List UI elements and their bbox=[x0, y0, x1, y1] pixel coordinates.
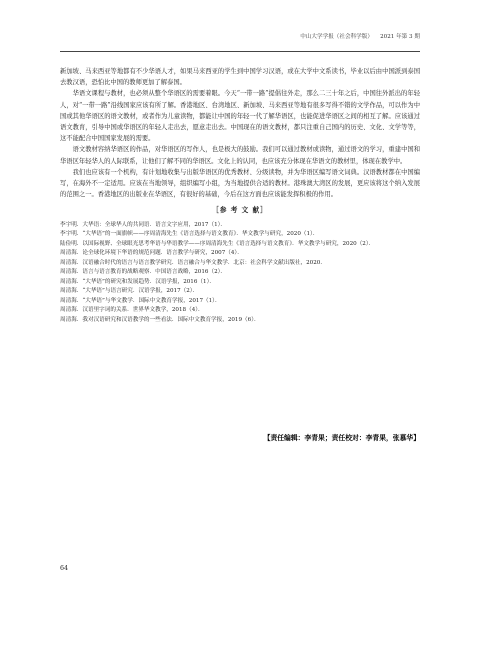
issue-label: 2021 年第 3 期 bbox=[380, 34, 420, 40]
paragraph: 新加坡、马来西亚等地都有不少华语人才，如果马来西亚的学生到中国学习汉语，或在大学中文系读书，毕业以后由中国派到泰国去教汉语，恐怕比中国的教师更加了解泰国。 bbox=[60, 68, 420, 87]
reference-list bbox=[60, 221, 420, 326]
reference-item: 李宇明．大华语：全球华人的共同语．语言文字应用，2017（1）． bbox=[60, 221, 227, 228]
reference-item: 陆俭明．以国际视野、全球眼光思考华语与华语教学——序周清海先生《语言选择与语文教育》．华文教学与研究，2020（2）． bbox=[60, 240, 375, 247]
journal-name: 中山大学学报（社会科学版） bbox=[300, 34, 373, 40]
reference-item: 周清海．我对汉语研究和汉语教学的一些看法．国际中文教育学报，2019（6）． bbox=[60, 316, 260, 323]
header-rule bbox=[60, 51, 420, 52]
reference-item: 周清海．汉语融合时代的语言与语言教学研究．语言融合与华文教学．北京：社会科学文献出版社，2020． bbox=[60, 259, 326, 266]
references-heading: ［参 考 文 献］ bbox=[212, 206, 268, 215]
reference-item: 李宇明．“大华语”的一面旗帜——序周清海先生《语言选择与语文教育》．华文教学与研究，2020（1）． bbox=[60, 231, 319, 238]
editor-credit: 【责任编辑：李青果；责任校对：李青果，张慕华】 bbox=[263, 434, 420, 442]
reference-item: 周清海．语言与语言教育的战略观察．中国语言战略，2016（2）． bbox=[60, 269, 227, 276]
reference-item: 周清海．论全球化环境下华语的规范问题．语言教学与研究，2007（4）． bbox=[60, 250, 243, 257]
reference-item: 周清海．“大华语”的研究和发展趋势．汉语学报，2016（1）． bbox=[60, 278, 215, 285]
reference-item: 周清海．“大华语”与华文教学．国际中文教育学报，2017（1）． bbox=[60, 297, 221, 304]
paragraph: 语文教材容纳华语区的作品，对华语区的写作人，也是极大的鼓励。我们可以通过教材或读物，通过语文的学习，重建中国和华语区年轻华人的人际联系，让他们了解不同的华语区。文化上的认同，也应该充分体现在华语文的教材里，体现在教学中。 bbox=[60, 146, 420, 165]
article-body bbox=[60, 66, 420, 325]
reference-item: 周清海．“大华语”与语言研究．汉语学报，2017（2）． bbox=[60, 288, 199, 295]
reference-item: 周清海．汉语里字词的关系．世界华文教学，2018（4）． bbox=[60, 307, 204, 314]
running-header bbox=[60, 32, 420, 46]
page-number: 64 bbox=[60, 565, 69, 572]
paragraph: 我们也应该有一个机构，有计划地收集与出版华语区的优秀教材、分级读物，并为华语区编写语文词典。汉语教材都在中国编写，在海外不一定适用。应该在当地领导，组织编写小组，为当地提供合适的教材。港珠澳大湾区的发展，更应该将这个纳入发展的范围之一。香港地区的出版业在华语区，有很好的基础，今后在这方面也应该能发挥积极的作用。 bbox=[60, 168, 420, 199]
paragraph: 华语文课程与教材，也必须从整个华语区的需要着眼。今天“一带一路”提倡往外走，那么二三十年之后，中国往外派出的年轻人，对“一带一路”沿线国家应该有所了解。香港地区、台湾地区、新加坡、马来西亚等地有很多写得不错的文学作品，可以作为中国或其他华语区的语文教材，或者作为儿童读物，都能让中国的年轻一代了解华语区，也能促进华语区之间的相互了解。应该通过语文教育，引导中国或华语区的年轻人走出去，愿意走出去。中国现在的语文教材，都只注重自己国内的历史、文化、文学等等，这不能配合中国国家发展的需要。 bbox=[60, 90, 420, 143]
